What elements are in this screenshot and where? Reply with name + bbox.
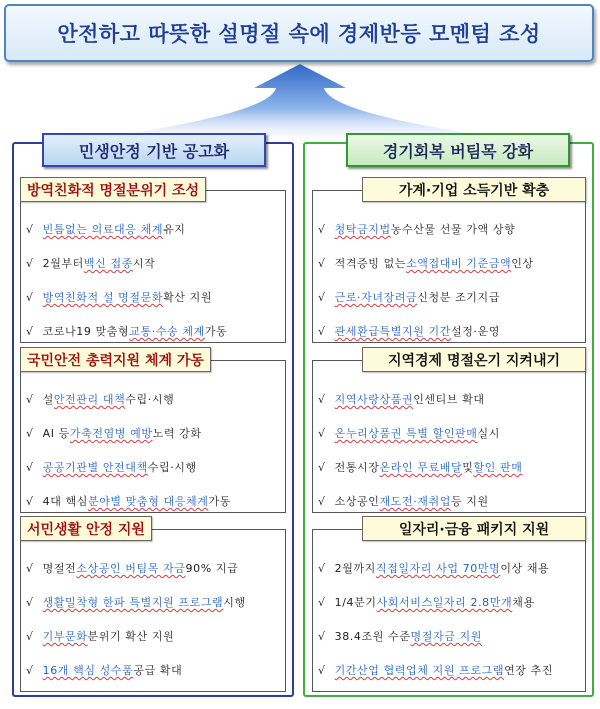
check-icon: √ (26, 257, 34, 270)
list-item (318, 323, 500, 339)
list-item (318, 560, 549, 576)
highlighted-text: 근로·자녀장려금 (334, 291, 418, 304)
left-panel-heading: 민생안정 기반 공고화 (42, 133, 266, 167)
list-item (318, 289, 500, 305)
list-item (26, 289, 212, 305)
list-item (26, 594, 246, 610)
check-icon: √ (318, 223, 326, 236)
item-text: 2월까지 (334, 562, 376, 575)
item-text: 전통시장 (334, 461, 380, 474)
list-item (26, 323, 227, 339)
item-text: 가동 (204, 325, 228, 338)
right-section-2-title: 지역경제 명절온기 지켜내기 (362, 347, 586, 372)
highlighted-text: 지역사랑상품권 (334, 393, 414, 406)
check-icon: √ (26, 664, 34, 677)
check-icon: √ (318, 562, 326, 575)
right-panel-heading: 경기회복 버팀목 강화 (346, 133, 570, 167)
item-text: 38.4조원 수준 (334, 630, 411, 643)
check-icon: √ (26, 223, 34, 236)
highlighted-text: 교통·수송 체계 (129, 325, 205, 338)
list-item (26, 560, 238, 576)
check-icon: √ (318, 664, 326, 677)
item-text: 신청분 조기지급 (417, 291, 500, 304)
item-text: 연장 추진 (504, 664, 554, 677)
left-section-2-title: 국민안전 총력지원 체계 가동 (20, 347, 211, 372)
list-item (318, 391, 485, 407)
list-item (318, 628, 482, 644)
list-item (318, 594, 535, 610)
item-text: 설정·운영 (450, 325, 500, 338)
item-text: 유지 (163, 223, 186, 236)
item-text: 인상 (511, 257, 534, 270)
highlighted-text: 16개 핵심 성수품 (42, 664, 134, 677)
item-text: 2월부터 (42, 257, 84, 270)
left-section-1-title: 방역친화적 명절분위기 조성 (20, 177, 206, 202)
highlighted-text: 할인 판매 (473, 461, 523, 474)
list-item (318, 459, 522, 475)
list-item (318, 662, 553, 678)
check-icon: √ (26, 393, 34, 406)
item-text: 1/4분기 (334, 596, 377, 609)
list-item (26, 391, 174, 407)
highlighted-text: 사회서비스일자리 2.8만개 (376, 596, 513, 609)
check-icon: √ (26, 495, 34, 508)
highlighted-text: 빈틈없는 의료대응 체계 (42, 223, 164, 236)
check-icon: √ (26, 325, 34, 338)
list-item (26, 459, 197, 475)
check-icon: √ (26, 562, 34, 575)
item-text: 코로나19 맞춤형 (42, 325, 130, 338)
item-text: AI 등 (42, 427, 70, 440)
check-icon: √ (318, 257, 326, 270)
item-text: 공급 확대 (133, 664, 183, 677)
check-icon: √ (318, 427, 326, 440)
highlighted-text: 청탁금지법 (334, 223, 391, 236)
list-item (26, 425, 202, 441)
item-text: 분위기 확산 지원 (87, 630, 175, 643)
item-text: 노력 강화 (152, 427, 202, 440)
highlighted-text: 공공기관별 안전대책 (42, 461, 148, 474)
highlighted-text: 생활밀착형 한파 특별지원 프로그램 (42, 596, 224, 609)
item-text: 4대 핵심 (42, 495, 88, 508)
highlighted-text: 분야별 맞춤형 대응체계 (87, 495, 209, 508)
item-text: 수립·시행 (125, 393, 175, 406)
item-text: 90% 지급 (185, 562, 239, 575)
item-text: 가동 (208, 495, 231, 508)
item-text: 명절전 (42, 562, 77, 575)
check-icon: √ (318, 461, 326, 474)
item-text: 농수산물 선물 가액 상향 (390, 223, 516, 236)
check-icon: √ (26, 596, 34, 609)
list-item (318, 493, 489, 509)
list-item (318, 221, 515, 237)
check-icon: √ (318, 291, 326, 304)
highlighted-text: 재도전·재취업 (379, 495, 451, 508)
list-item (26, 221, 186, 237)
main-title-box (4, 4, 594, 62)
item-text: 실시 (477, 427, 500, 440)
highlighted-text: 안전관리 대책 (53, 393, 126, 406)
check-icon: √ (318, 393, 326, 406)
list-item (318, 255, 534, 271)
list-item (26, 628, 174, 644)
right-section-1-title: 가계·기업 소득기반 확충 (362, 177, 586, 202)
item-text: 인센티브 확대 (413, 393, 485, 406)
highlighted-text: 방역친화적 설 명절문화 (42, 291, 164, 304)
highlighted-text: 기간산업 협력업체 지원 프로그램 (334, 664, 505, 677)
check-icon: √ (26, 291, 34, 304)
highlighted-text: 명절자금 지원 (410, 630, 482, 643)
highlighted-text: 기부문화 (42, 630, 88, 643)
item-text: 확산 지원 (163, 291, 213, 304)
check-icon: √ (318, 630, 326, 643)
item-text: 시행 (223, 596, 246, 609)
item-text: 수립·시행 (147, 461, 197, 474)
item-text: 시작 (132, 257, 156, 270)
check-icon: √ (26, 630, 34, 643)
right-section-3-title: 일자리·금융 패키지 지원 (362, 516, 586, 541)
highlighted-text: 백신 접종 (83, 257, 133, 270)
item-text: 등 지원 (450, 495, 489, 508)
highlighted-text: 직접일자리 사업 70만명 (375, 562, 501, 575)
list-item (26, 662, 182, 678)
item-text: 적격증빙 없는 (334, 257, 407, 270)
highlighted-text: 소상공인 버팀목 자금 (76, 562, 186, 575)
item-text: 채용 (512, 596, 535, 609)
check-icon: √ (26, 461, 34, 474)
highlighted-text: 온누리상품권 특별 할인판매 (334, 427, 478, 440)
highlighted-text: 관세환급특별지원 기간 (334, 325, 451, 338)
main-title: 안전하고 따뜻한 설명절 속에 경제반등 모멘텀 조성 (57, 22, 541, 46)
check-icon: √ (26, 427, 34, 440)
highlighted-text: 가축전염병 예방 (69, 427, 153, 440)
item-text: 소상공인 (334, 495, 380, 508)
check-icon: √ (318, 596, 326, 609)
highlighted-text: 온라인 무료배달 (379, 461, 463, 474)
highlighted-text: 소액접대비 기준금액 (406, 257, 512, 270)
list-item (318, 425, 500, 441)
list-item (26, 493, 231, 509)
item-text: 및 (462, 461, 474, 474)
left-section-3-title: 서민생활 안정 지원 (20, 516, 152, 541)
list-item (26, 255, 155, 271)
check-icon: √ (318, 495, 326, 508)
check-icon: √ (318, 325, 326, 338)
item-text: 설 (42, 393, 54, 406)
item-text: 이상 채용 (500, 562, 550, 575)
